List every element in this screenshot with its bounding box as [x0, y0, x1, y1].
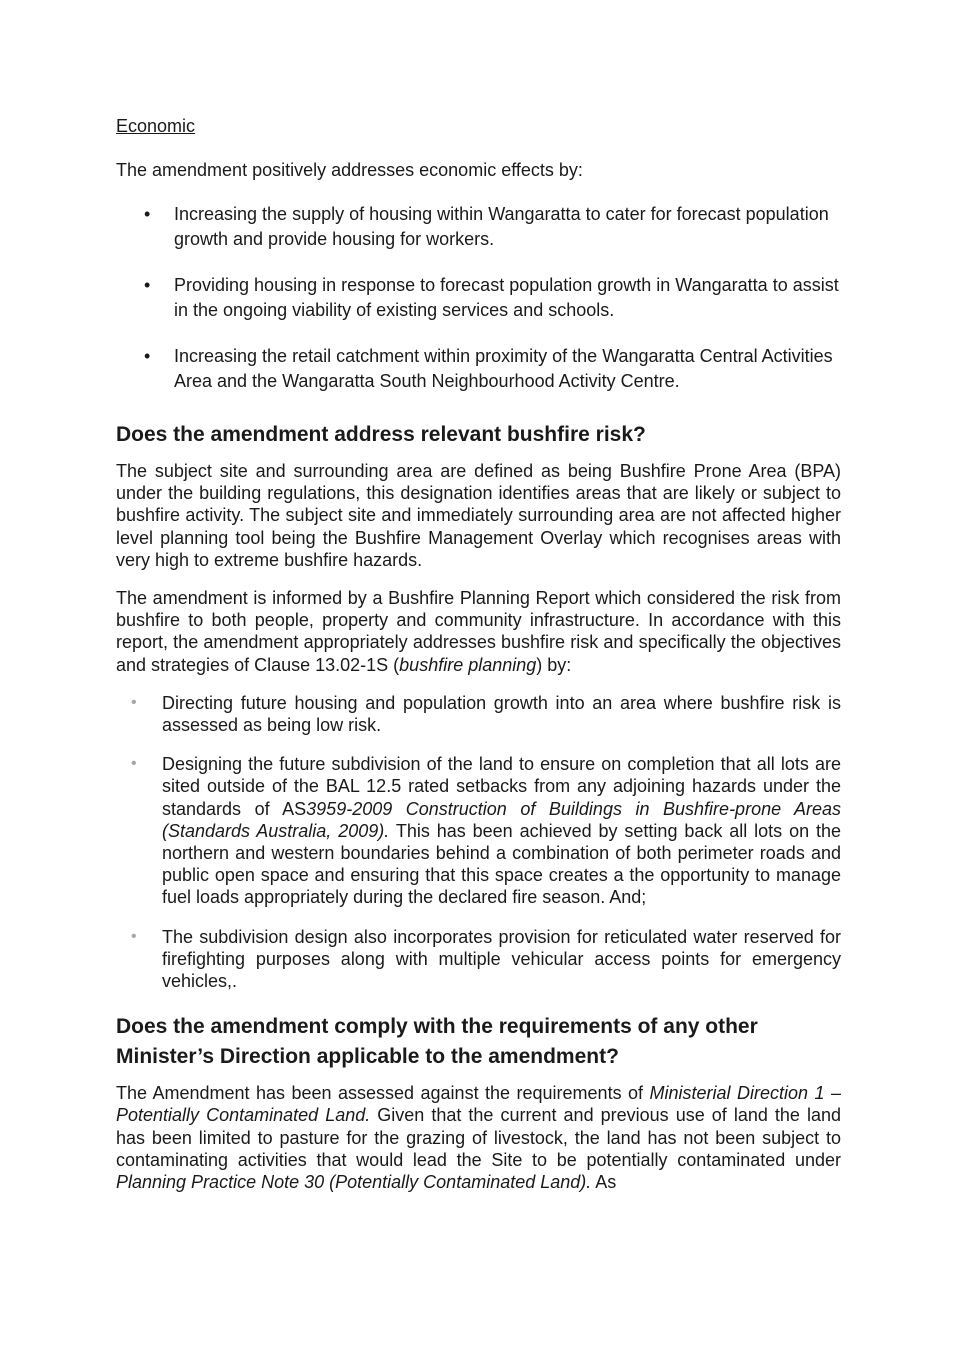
direction-heading: Does the amendment comply with the requirements of any other Minister’s Direction applicable to the amendment?	[116, 1015, 758, 1069]
bullet-icon: •	[144, 275, 151, 295]
list-item: • Increasing the retail catchment within proximity of the Wangaratta Central Activities Area and the Wangaratta South Neighbourhood Activity Centre.	[144, 346, 833, 391]
bullet-icon: •	[131, 693, 137, 711]
list-item: • The subdivision design also incorporates provision for reticulated water reserved for firefighting purposes along with multiple vehicular access points for emergency vehicles,.	[131, 926, 841, 992]
bullet-icon: •	[144, 204, 151, 224]
document-page	[116, 114, 841, 1209]
bushfire-paragraph-1: The subject site and surrounding area are defined as being Bushfire Prone Area (BPA) under the building regulations, this designation identifies areas that are likely or subject to bushfire activity. The subject site and immediately surrounding area are not affected higher level planning tool being the Bushfire Management Overlay which recognises areas with very high to extreme bushfire hazards.	[116, 461, 841, 570]
list-item: • Directing future housing and population growth into an area where bushfire risk is assessed as being low risk.	[131, 692, 841, 736]
bullet-icon: •	[131, 927, 137, 945]
economic-subheading: Economic	[116, 116, 196, 136]
list-item: • Designing the future subdivision of the land to ensure on completion that all lots are sited outside of the BAL 12.5 rated setbacks from any adjoining hazards under the standards of AS3959-2009 Construction of Buildings in Bushfire-prone Areas (Standards Australia, 2009). This has been achieved by setting back all lots on the northern and western boundaries behind a combination of both perimeter roads and public open space and ensuring that this space creates a the opportunity to manage fuel loads appropriately during the declared fire season. And;	[131, 754, 842, 908]
bushfire-heading: Does the amendment address relevant bushfire risk?	[116, 423, 646, 446]
direction-paragraph: The Amendment has been assessed against the requirements of Ministerial Direction 1 – Potentially Contaminated Land. Given that the current and previous use of land the land has been limited to pasture for the grazing of livestock, the land has not been subject to contaminating activities that would lead the Site to be potentially contaminated under Planning Practice Note 30 (Potentially Contaminated Land). As	[116, 1083, 842, 1193]
list-item: • Increasing the supply of housing within Wangaratta to cater for forecast population growth and provide housing for workers.	[144, 204, 829, 249]
bullet-icon: •	[131, 755, 137, 773]
economic-bullet-list	[116, 202, 841, 394]
list-item: • Providing housing in response to forecast population growth in Wangaratta to assist in the ongoing viability of existing services and schools.	[144, 275, 839, 320]
economic-intro: The amendment positively addresses economic effects by:	[116, 160, 583, 180]
bushfire-bullet-list	[116, 692, 841, 992]
bushfire-paragraph-2: The amendment is informed by a Bushfire Planning Report which considered the risk from bushfire to both people, property and community infrastructure. In accordance with this report, the amendment appropriately addresses bushfire risk and specifically the objectives and strategies of Clause 13.02-1S (bushfire planning) by:	[116, 588, 841, 675]
bullet-icon: •	[144, 346, 151, 366]
